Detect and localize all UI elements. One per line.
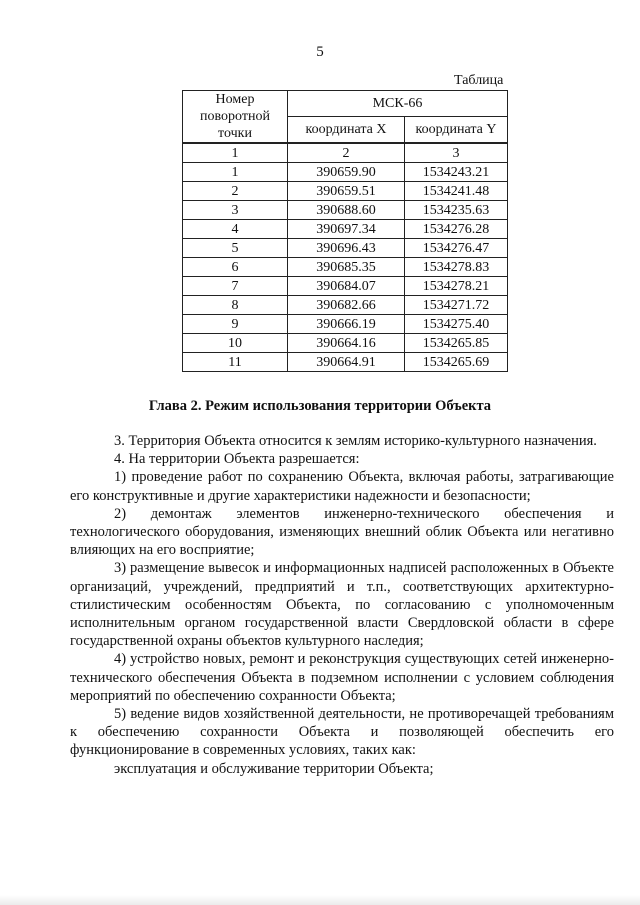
- table-cell: 2: [288, 143, 405, 163]
- table-cell: 1: [183, 143, 288, 163]
- page-edge-shadow: [0, 895, 640, 905]
- paragraph: 3) размещение вывесок и информационных надписей расположенных в Объекте организаций, учреждений, предприятий и т.п., соответствующих архитектурно-стилистическим особенностям Объекта, по согласованию с уполномоченным исполнительным органом государственной власти Свердловской области в сфере государственной охраны объектов культурного наследия;: [70, 560, 614, 650]
- paragraph: 1) проведение работ по сохранению Объекта, включая работы, затрагивающие его конструктивные и другие характеристики надежности и безопасности;: [70, 469, 614, 504]
- header-point-number: Номер поворотной точки: [183, 91, 288, 144]
- table-cell: 1534265.85: [405, 334, 508, 353]
- table-cell: 6: [183, 258, 288, 277]
- chapter-title: Глава 2. Режим использования территории Объекта: [148, 398, 492, 414]
- table-row: [183, 239, 508, 258]
- table-cell: 8: [183, 296, 288, 315]
- table-row: [183, 220, 508, 239]
- table-row: [183, 315, 508, 334]
- table-cell: 1534265.69: [405, 353, 508, 372]
- paragraph: 4) устройство новых, ремонт и реконструкция существующих сетей инженерно-технического обеспечения Объекта в подземном исполнении с условием соблюдения мероприятий по обеспечению сохранности Объекта;: [70, 651, 614, 704]
- table-cell: 3: [183, 201, 288, 220]
- paragraph: 3. Территория Объекта относится к землям историко-культурного назначения.: [114, 433, 597, 449]
- table-cell: 9: [183, 315, 288, 334]
- table-row: [183, 353, 508, 372]
- table-row: [183, 296, 508, 315]
- table-row: [183, 277, 508, 296]
- paragraph: эксплуатация и обслуживание территории Объекта;: [114, 760, 434, 777]
- table-cell: 10: [183, 334, 288, 353]
- table-row: [183, 182, 508, 201]
- paragraph: 2) демонтаж элементов инженерно-технического обеспечения и технологического оборудования, изменяющих внешний облик Объекта или негативно влияющих на его восприятие;: [70, 505, 614, 559]
- paragraph: 5) ведение видов хозяйственной деятельности, не противоречащей требованиям к обеспечению сохранности Объекта и позволяющей обеспечить его функционирование в современных условиях, таких как:: [70, 706, 614, 759]
- table-cell: 1: [183, 163, 288, 182]
- table-cell: 4: [183, 220, 288, 239]
- table-cell: 390664.16: [288, 334, 405, 353]
- table-cell: 1534235.63: [405, 201, 508, 220]
- table-cell: 390664.91: [288, 353, 405, 372]
- table-cell: 5: [183, 239, 288, 258]
- table-cell: 390696.43: [288, 239, 405, 258]
- paragraph: 4. На территории Объекта разрешается:: [114, 451, 360, 468]
- table-cell: 390682.66: [288, 296, 405, 315]
- coordinates-table: [182, 90, 508, 372]
- table-row: [183, 258, 508, 277]
- table-cell: 1534278.83: [405, 258, 508, 277]
- table-index-row: [183, 143, 508, 163]
- header-coordinate-x: координата X: [288, 116, 405, 143]
- table-cell: 1534271.72: [405, 296, 508, 315]
- table-cell: 390659.51: [288, 182, 405, 201]
- table-row: [183, 163, 508, 182]
- table-cell: 1534243.21: [405, 163, 508, 182]
- body-text: [70, 432, 614, 778]
- table-cell: 390697.34: [288, 220, 405, 239]
- table-caption: Таблица: [454, 73, 504, 88]
- table-cell: 1534276.28: [405, 220, 508, 239]
- table-cell: 1534241.48: [405, 182, 508, 201]
- header-coordinate-y: координата Y: [405, 116, 508, 143]
- page-number: 5: [316, 44, 324, 60]
- table-row: [183, 201, 508, 220]
- table-cell: 2: [183, 182, 288, 201]
- header-msk-66: МСК-66: [288, 91, 508, 117]
- table-cell: 390659.90: [288, 163, 405, 182]
- table-row: [183, 334, 508, 353]
- table-cell: 3: [405, 143, 508, 163]
- table-cell: 390684.07: [288, 277, 405, 296]
- table-cell: 1534276.47: [405, 239, 508, 258]
- table-cell: 390666.19: [288, 315, 405, 334]
- table-cell: 11: [183, 353, 288, 372]
- table-cell: 390688.60: [288, 201, 405, 220]
- table-cell: 1534275.40: [405, 315, 508, 334]
- table-cell: 7: [183, 277, 288, 296]
- table-cell: 1534278.21: [405, 277, 508, 296]
- table-cell: 390685.35: [288, 258, 405, 277]
